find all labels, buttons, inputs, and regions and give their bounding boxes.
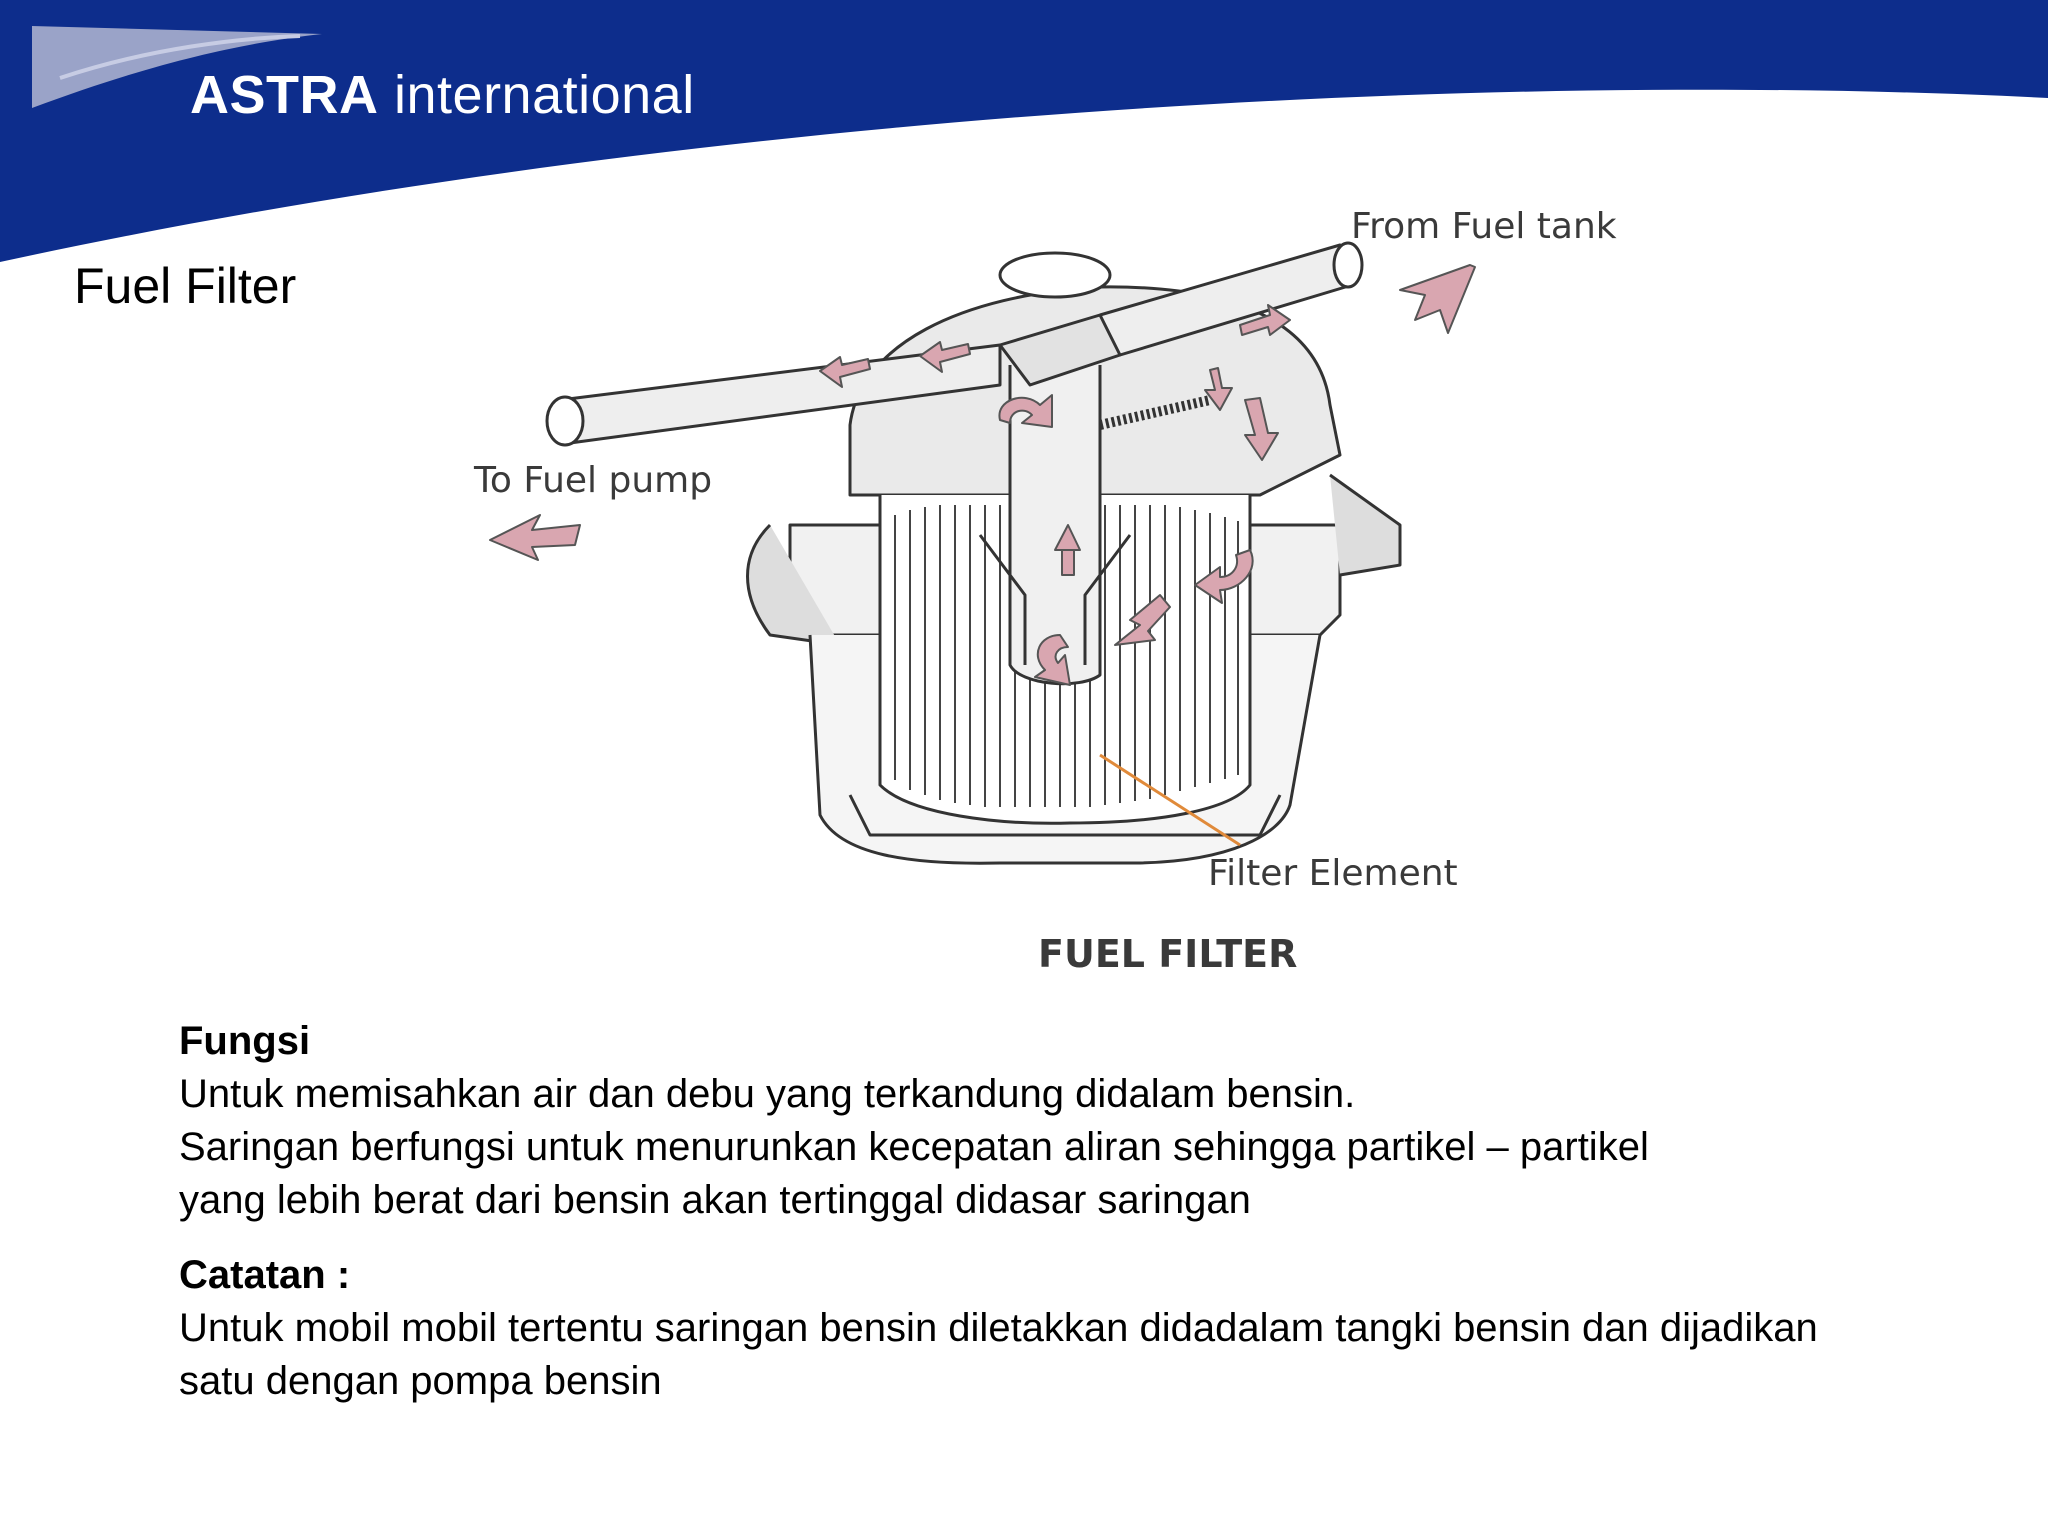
catatan-heading: Catatan : <box>179 1253 351 1297</box>
section-gap <box>179 1227 2019 1249</box>
brand-strong: ASTRA <box>190 65 379 125</box>
fungsi-line-2: Saringan berfungsi untuk menurunkan kecepatan aliran sehingga partikel – partikel <box>179 1125 1649 1169</box>
label-filter-element: Filter Element <box>1208 853 1458 894</box>
catatan-line-2: satu dengan pompa bensin <box>179 1359 662 1403</box>
brand-light: international <box>378 65 695 125</box>
diagram-caption: FUEL FILTER <box>1038 932 1298 976</box>
catatan-line-1: Untuk mobil mobil tertentu saringan bensin diletakkan didadalam tangki bensin dan dijadikan <box>179 1306 1818 1350</box>
fungsi-line-1: Untuk memisahkan air dan debu yang terkandung didalam bensin. <box>179 1072 1356 1116</box>
arrow-inlet-icon <box>1400 265 1475 333</box>
slide-title: Fuel Filter <box>74 258 297 314</box>
fungsi-heading: Fungsi <box>179 1019 311 1063</box>
fuel-filter-diagram <box>440 195 1660 995</box>
body-text <box>179 1015 2019 1408</box>
inlet-pipe-end <box>1334 243 1362 287</box>
arrow-outlet-icon <box>490 515 580 560</box>
top-cap-ring <box>1000 253 1110 297</box>
outlet-pipe-end <box>547 397 583 445</box>
housing-right-ear <box>1330 475 1400 575</box>
label-from-fuel-tank: From Fuel tank <box>1351 206 1617 247</box>
brand-logo-text <box>190 64 695 126</box>
fungsi-line-3: yang lebih berat dari bensin akan tertinggal didasar saringan <box>179 1178 1251 1222</box>
label-to-fuel-pump: To Fuel pump <box>474 460 713 501</box>
